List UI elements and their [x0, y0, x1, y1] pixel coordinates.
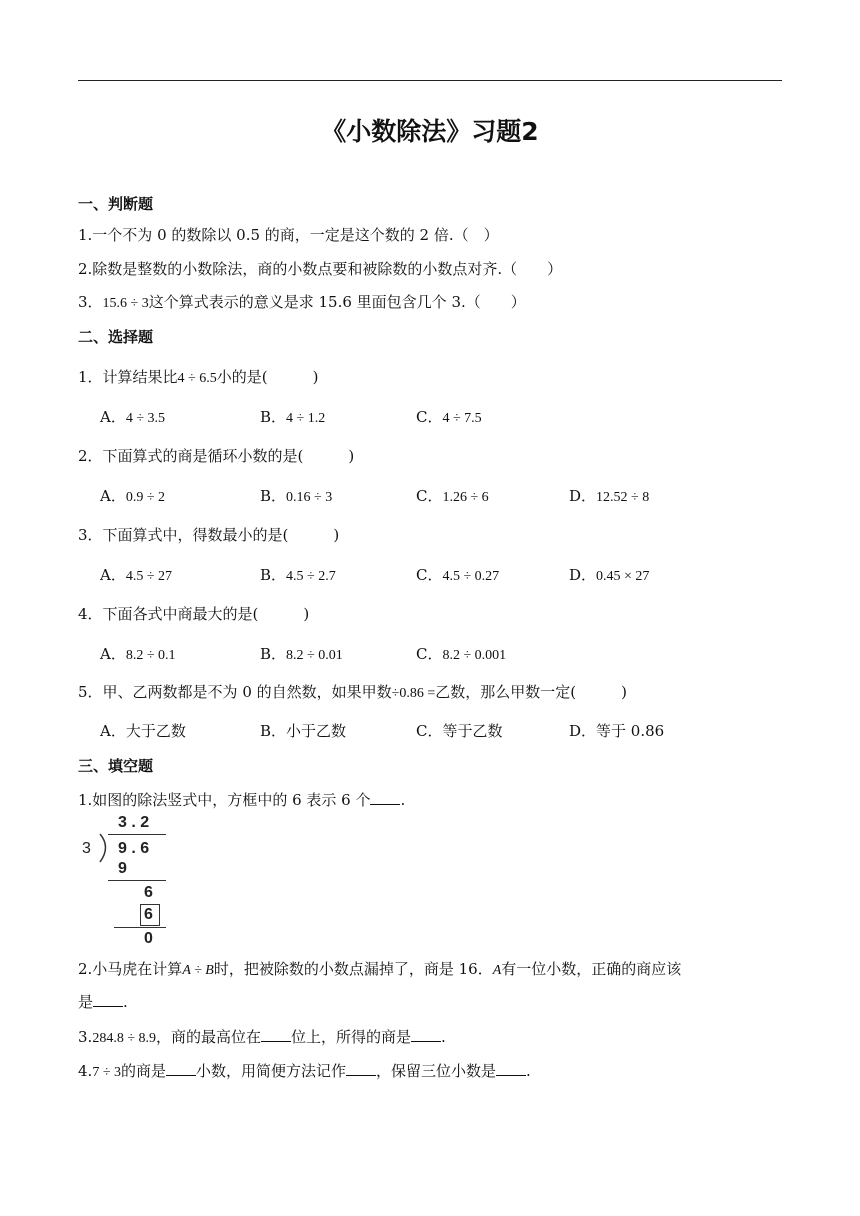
- choice-q1-stem: 1．计算结果比: [78, 368, 178, 386]
- judge-q1: 1.一个不为 0 的数除以 0.5 的商，一定是这个数的 2 倍.（ ）: [78, 226, 499, 244]
- fill-q4-math: 7 ÷ 3: [92, 1065, 121, 1080]
- fill-q3-blank-1[interactable]: [261, 1027, 291, 1042]
- division-dividend: 9 . 6: [118, 840, 150, 857]
- choice-q5-option-d[interactable]: D．等于 0.86: [569, 722, 665, 740]
- choice-q5-option-c[interactable]: C．等于乙数: [416, 722, 503, 740]
- fill-q1-blank[interactable]: [370, 790, 400, 805]
- choice-q2-option-b[interactable]: B．0.16 ÷ 3: [260, 487, 333, 505]
- choice-q4: 4．下面各式中商最大的是( ): [78, 605, 310, 623]
- division-line-2: [114, 927, 166, 928]
- section-judge-heading: 一、判断题: [78, 195, 154, 213]
- division-divisor: 3: [82, 840, 91, 857]
- fill-q4-blank-3[interactable]: [496, 1061, 526, 1076]
- fill-q1-text: 1.如图的除法竖式中，方框中的 6 表示 6 个: [78, 791, 371, 809]
- fill-q4-blank-1[interactable]: [166, 1061, 196, 1076]
- page-title: 《小数除法》习题2: [321, 117, 539, 146]
- fill-q3: 3.284.8 ÷ 8.9，商的最高位在 位上，所得的商是 .: [78, 1028, 446, 1046]
- fill-q2: 2.小马虎在计算A ÷ B时，把被除数的小数点漏掉了，商是 16．A有一位小数，正确的商应该: [78, 960, 682, 978]
- choice-q1-option-b[interactable]: B．4 ÷ 1.2: [260, 408, 326, 426]
- choice-q5: [78, 681, 627, 702]
- fill-q1: 1.如图的除法竖式中，方框中的 6 表示 6 个 .: [78, 791, 406, 809]
- fill-q2-line2: 是 .: [78, 993, 128, 1011]
- section-fill-heading: 三、填空题: [78, 757, 154, 775]
- choice-q5-tail: 乙数，那么甲数一定( ): [435, 683, 627, 701]
- judge-q3-math: 15.6 ÷ 3: [102, 296, 149, 311]
- fill-q2-math: A ÷ B: [182, 963, 214, 978]
- division-step1: 9: [118, 860, 127, 877]
- choice-q4-option-b[interactable]: B．8.2 ÷ 0.01: [260, 645, 343, 663]
- fill-q3-blank-2[interactable]: [411, 1027, 441, 1042]
- judge-q2: 2.除数是整数的小数除法，商的小数点要和被除数的小数点对齐.（ ）: [78, 260, 563, 278]
- choice-q3: 3．下面算式中，得数最小的是( ): [78, 526, 340, 544]
- fill-q3-math: 284.8 ÷ 8.9: [92, 1031, 156, 1046]
- fill-q4: 4.7 ÷ 3的商是 小数，用简便方法记作 ，保留三位小数是 .: [78, 1062, 531, 1080]
- choice-q1-option-c[interactable]: C．4 ÷ 7.5: [416, 408, 482, 426]
- choice-q1-option-a[interactable]: A．4 ÷ 3.5: [100, 408, 166, 426]
- judge-q3: [78, 291, 526, 312]
- header-rule: [78, 80, 782, 81]
- division-step3: 6: [144, 906, 153, 923]
- choice-q2-option-c[interactable]: C．1.26 ÷ 6: [416, 487, 489, 505]
- choice-q5-option-a[interactable]: A．大于乙数: [100, 722, 186, 740]
- choice-q3-option-c[interactable]: C．4.5 ÷ 0.27: [416, 566, 500, 584]
- choice-q5-stem: 5．甲、乙两数都是不为 0 的自然数，如果甲数: [78, 683, 392, 701]
- fill-q4-blank-2[interactable]: [346, 1061, 376, 1076]
- choice-q4-option-c[interactable]: C．8.2 ÷ 0.001: [416, 645, 507, 663]
- division-bar: [108, 834, 166, 835]
- division-step2: 6: [144, 884, 153, 901]
- choice-q2-option-a[interactable]: A．0.9 ÷ 2: [100, 487, 166, 505]
- choice-q5-math: ÷0.86 =: [391, 686, 436, 701]
- choice-q1-tail: 小的是( ): [216, 368, 319, 386]
- fill-q2-blank[interactable]: [93, 992, 123, 1007]
- section-choice-heading: 二、选择题: [78, 328, 154, 346]
- division-line-1: [108, 880, 166, 881]
- choice-q1-math: 4 ÷ 6.5: [177, 371, 217, 386]
- choice-q3-option-d[interactable]: D．0.45 × 27: [569, 566, 650, 584]
- long-division-figure: [78, 812, 188, 952]
- choice-q1: [78, 366, 318, 387]
- judge-q3-num: 3．: [78, 293, 103, 311]
- choice-q5-option-b[interactable]: B．小于乙数: [260, 722, 347, 740]
- choice-q3-option-b[interactable]: B．4.5 ÷ 2.7: [260, 566, 336, 584]
- choice-q3-option-a[interactable]: A．4.5 ÷ 27: [100, 566, 173, 584]
- division-bracket: [98, 832, 112, 864]
- choice-q2: 2．下面算式的商是循环小数的是( ): [78, 447, 355, 465]
- division-remainder: 0: [144, 930, 153, 947]
- division-quotient: 3 . 2: [118, 814, 150, 831]
- choice-q2-option-d[interactable]: D．12.52 ÷ 8: [569, 487, 650, 505]
- choice-q4-option-a[interactable]: A．8.2 ÷ 0.1: [100, 645, 176, 663]
- judge-q3-text: 这个算式表示的意义是求 15.6 里面包含几个 3.（ ）: [148, 293, 526, 311]
